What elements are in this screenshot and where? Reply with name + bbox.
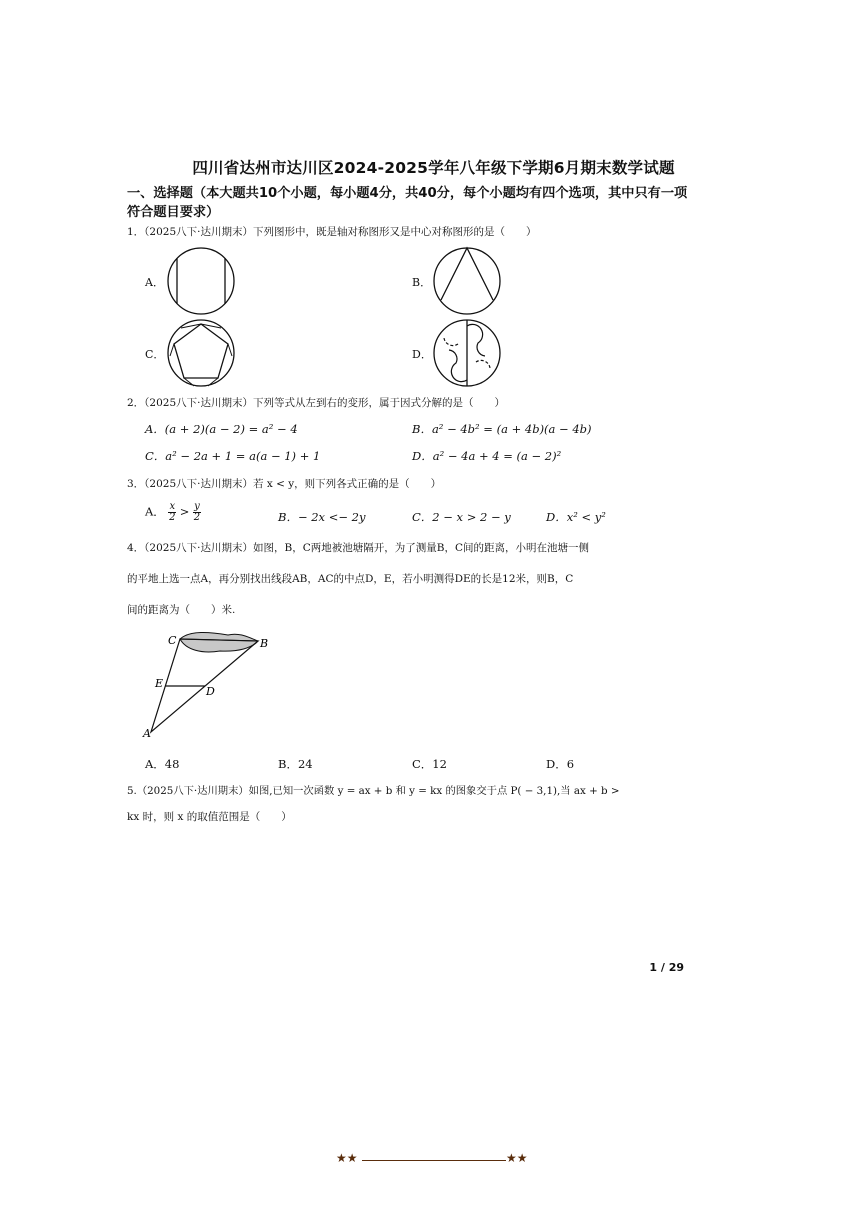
q1-option-b-figure[interactable] xyxy=(430,244,504,318)
question-4-line-2: 的平地上选一点A，再分别找出线段AB，AC的中点D，E，若小明测得DE的长是12米，则B，C xyxy=(127,573,574,585)
q4-option-a[interactable]: A．48 xyxy=(145,757,180,771)
q3-frac-x-num: x xyxy=(169,501,176,512)
question-5-line-2: kx 时，则 x 的取值范围是（ ） xyxy=(127,811,292,823)
q1-option-c-figure[interactable] xyxy=(164,316,238,390)
q3-frac-x-den: 2 xyxy=(169,512,176,523)
label-b: B xyxy=(260,637,269,650)
q1-option-d-figure[interactable] xyxy=(430,316,504,390)
q1-option-a-label[interactable]: A． xyxy=(145,276,164,289)
q3-option-a-relation: > xyxy=(179,504,190,519)
question-5-line-1: 5.（2025八下·达川期末）如图,已知一次函数 y = ax + b 和 y = kx 的图象交于点 P( − 3,1),当 ax + b > xyxy=(127,785,620,797)
q1-option-c-label[interactable]: C． xyxy=(145,348,165,361)
question-1-stem: 1．（2025八下·达川期末）下列图形中，既是轴对称图形又是中心对称图形的是（ ） xyxy=(127,226,537,238)
question-4-line-3: 间的距离为（ ）米. xyxy=(127,604,236,616)
footer-divider xyxy=(362,1160,506,1161)
footer-ornament xyxy=(336,1150,532,1170)
label-c: C xyxy=(168,634,177,647)
q1-option-a-figure[interactable] xyxy=(164,244,238,318)
q3-option-d[interactable]: D．x² < y² xyxy=(546,510,606,524)
q4-pond-triangle-figure xyxy=(140,626,280,738)
q3-fraction-x xyxy=(168,502,176,523)
q4-option-d[interactable]: D．6 xyxy=(546,757,575,771)
label-a: A xyxy=(143,727,151,738)
question-4-line-1: 4．（2025八下·达川期末）如图，B，C两地被池塘隔开，为了测量B，C间的距离，小明在池塘一侧 xyxy=(127,542,589,554)
q2-option-c[interactable]: C．a² − 2a + 1 = a(a − 1) + 1 xyxy=(145,449,321,463)
q1-option-d-label[interactable]: D． xyxy=(412,348,432,361)
section-heading: 一、选择题（本大题共10个小题，每小题4分，共40分，每个小题均有四个选项，其中只有一项符合题目要求） xyxy=(127,186,688,220)
page-number: 1 / 29 xyxy=(649,961,684,974)
q3-option-c[interactable]: C．2 − x > 2 − y xyxy=(412,510,511,524)
q4-option-b[interactable]: B．24 xyxy=(278,757,313,771)
q3-option-a[interactable] xyxy=(145,502,201,523)
footer-left-stars: ★★ xyxy=(336,1151,358,1165)
label-d: D xyxy=(206,685,215,698)
q4-option-c[interactable]: C．12 xyxy=(412,757,447,771)
label-e: E xyxy=(155,677,164,690)
question-2-stem: 2．（2025八下·达川期末）下列等式从左到右的变形，属于因式分解的是（ ） xyxy=(127,397,505,409)
page-title: 四川省达州市达川区2024-2025学年八年级下学期6月期末数学试题 xyxy=(192,159,675,177)
footer-right-stars: ★★ xyxy=(506,1151,528,1165)
q3-frac-y-num: y xyxy=(194,501,200,512)
question-3-stem: 3．（2025八下·达川期末）若 x < y，则下列各式正确的是（ ） xyxy=(127,478,442,490)
q3-fraction-y xyxy=(193,502,201,523)
q2-option-b[interactable]: B．a² − 4b² = (a + 4b)(a − 4b) xyxy=(412,422,592,436)
q2-option-a[interactable]: A．(a + 2)(a − 2) = a² − 4 xyxy=(145,422,298,436)
q1-option-b-label[interactable]: B． xyxy=(412,276,432,289)
q2-option-d[interactable]: D．a² − 4a + 4 = (a − 2)² xyxy=(412,449,562,463)
q3-option-b[interactable]: B．− 2x <− 2y xyxy=(278,510,366,524)
q3-frac-y-den: 2 xyxy=(193,512,201,523)
q3-option-a-label: A． xyxy=(145,504,165,519)
